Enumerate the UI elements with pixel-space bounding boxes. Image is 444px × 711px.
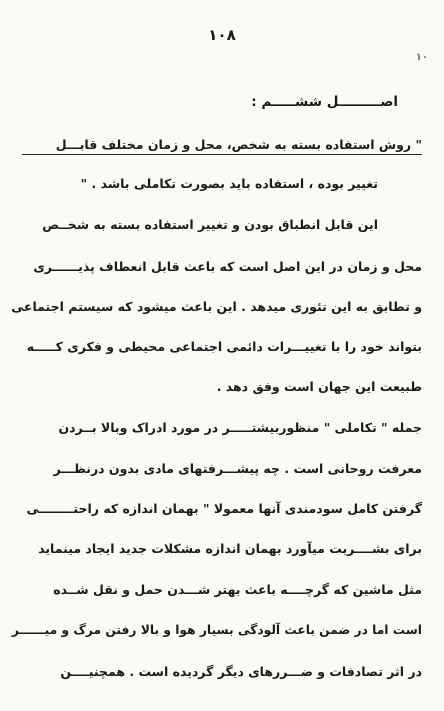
body-line-2: محل و زمان در این اصل است که باعث قابل انعطاف پذیــــــری <box>33 259 422 274</box>
section-heading: اصـــــــــل ششـــــم : <box>251 94 398 110</box>
principle-line-1: " روش استفاده بسته به شخص، محل و زمان مختلف قابـــل <box>22 137 422 155</box>
body-line-1: این قابل انطباق بودن و تغییر استفاده بسته به شخــص <box>42 217 378 232</box>
body-line-9: برای بشــــریت میآورد بهمان اندازه مشکلات جدید ایجاد مینماید <box>38 541 422 556</box>
body-line-5: طبیعت این جهان است وفق دهد . <box>216 379 422 394</box>
body-line-7: معرفت روحانی است . چه پیشـــرفتهای مادی بدون درنظـــر <box>53 461 422 476</box>
body-line-4: بتواند خود را با تغییـــرات دائمی اجتماعی محیطی و فکری کـــــه <box>26 339 422 354</box>
body-line-3: و تطابق به این تئوری میدهد . این باعث میشود که سیستم اجتماعی <box>11 299 422 314</box>
body-line-6: جمله " تکاملی " منظوربیشتـــــر در مورد ادراک وبالا بــردن <box>58 420 422 435</box>
body-line-12: در اثر تصادفات و ضـــررهای دیگر گردیده است . همچنیــــن <box>60 664 422 679</box>
page-number: ۱۰۸ <box>208 26 236 44</box>
body-line-11: است اما در ضمن باعث آلودگی بسیار هوا و بالا رفتن مرگ و میــــــر <box>11 623 422 637</box>
body-line-10: مثل ماشین که گرچــــه باعث بهتر شـــدن حمل و نقل شــده <box>53 582 422 597</box>
principle-line-2: تغییر بوده ، استفاده باید بصورت تکاملی باشد . " <box>80 176 378 191</box>
body-line-8: گرفتن کامل سودمندی آنها معمولا " بهمان اندازه که راحتــــــــی <box>26 501 422 516</box>
corner-mark: ۱۰ <box>415 52 428 63</box>
